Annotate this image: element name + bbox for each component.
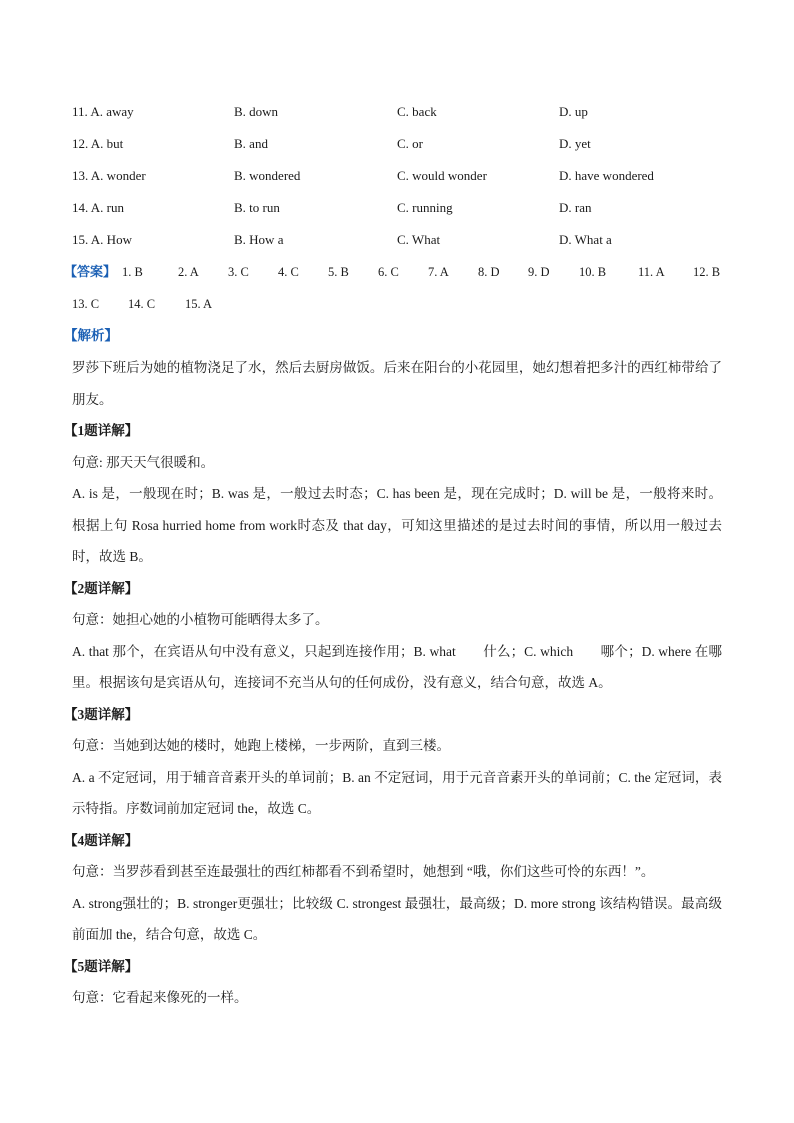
detail-section: [64, 825, 722, 951]
explanation: A. that 那个，在宾语从句中没有意义，只起到连接作用；B. what 什么；C. which 哪个；D. where 在哪里。根据该句是宾语从句，连接词不充当从句的任何成份，没有意义，结合句意，故选 A。: [72, 643, 722, 690]
detail-section: [64, 415, 722, 573]
option-a: 15. A. How: [72, 232, 132, 247]
option-d: D. up: [559, 104, 588, 119]
option-c: C. What: [397, 232, 441, 247]
answer-item: 15. A: [185, 297, 213, 311]
option-c: C. would wonder: [397, 168, 487, 183]
question-list: [72, 96, 722, 256]
answer-item: 5. B: [328, 265, 349, 279]
option-d: D. What a: [559, 232, 612, 247]
answer-item: 6. C: [378, 265, 399, 279]
section-heading: 【1题详解】: [64, 423, 139, 438]
explanation: A. is 是，一般现在时；B. was 是，一般过去时态；C. has been 是，现在完成时；D. will be 是，一般将来时。根据上句 Rosa hurried home from work时态及 that day，可知这里描述的是过去时间的事情，所以用一般过去时，故选 B。: [72, 486, 722, 564]
option-b: B. down: [234, 104, 279, 119]
option-b: B. wondered: [234, 168, 301, 183]
option-a: 12. A. but: [72, 136, 124, 151]
sentence-meaning: 句意：她担心她的小植物可能晒得太多了。: [72, 612, 329, 627]
question-row: [72, 128, 722, 160]
sentence-meaning: 句意：当罗莎看到甚至连最强壮的西红柿都看不到希望时，她想到 “哦，你们这些可怜的东西！”。: [72, 864, 655, 879]
option-d: D. have wondered: [559, 168, 654, 183]
answer-item: 10. B: [579, 265, 607, 279]
answer-line-1: [64, 256, 722, 288]
question-row: [72, 96, 722, 128]
answer-item: 4. C: [278, 265, 299, 279]
answer-item: 12. B: [693, 265, 721, 279]
passage-summary: 罗莎下班后为她的植物浇足了水，然后去厨房做饭。后来在阳台的小花园里，她幻想着把多汁的西红柿带给了朋友。: [72, 360, 722, 407]
option-b: B. How a: [234, 232, 284, 247]
option-d: D. yet: [559, 136, 591, 151]
answer-key: [64, 256, 722, 320]
option-a: 13. A. wonder: [72, 168, 146, 183]
section-heading: 【4题详解】: [64, 832, 139, 848]
detail-section: [64, 573, 722, 699]
question-row: [72, 192, 722, 224]
answer-item: 1. B: [122, 265, 143, 279]
option-a: 14. A. run: [72, 200, 125, 215]
answer-item: 7. A: [428, 265, 449, 279]
option-d: D. ran: [559, 200, 592, 215]
option-b: B. to run: [234, 200, 280, 215]
option-b: B. and: [234, 136, 268, 151]
answer-label: 【答案】: [64, 264, 117, 279]
analysis-label: 【解析】: [64, 328, 118, 343]
sentence-meaning: 句意: 那天天气很暖和。: [72, 454, 215, 470]
answer-item: 11. A: [638, 265, 665, 279]
answer-item: 2. A: [178, 265, 199, 279]
sentence-meaning: 句意：当她到达她的楼时，她跑上楼梯，一步两阶，直到三楼。: [72, 738, 450, 753]
detail-section: [64, 699, 722, 825]
answer-line-2: [72, 288, 722, 320]
option-a: 11. A. away: [72, 104, 134, 119]
answer-item: 9. D: [528, 265, 550, 279]
document-page: [64, 96, 722, 1014]
option-c: C. back: [397, 104, 437, 119]
section-heading: 【3题详解】: [64, 706, 139, 722]
answer-item: 13. C: [72, 297, 100, 311]
answer-item: 14. C: [128, 297, 156, 311]
question-row: [72, 160, 722, 192]
section-heading: 【2题详解】: [64, 580, 139, 596]
explanation: A. strong强壮的；B. stronger更强壮；比较级 C. strongest 最强壮，最高级；D. more strong 该结构错误。最高级前面加 the，结合句意，故选 C。: [72, 895, 722, 942]
option-c: C. running: [397, 200, 453, 215]
option-c: C. or: [397, 136, 423, 151]
answer-item: 3. C: [228, 265, 249, 279]
sentence-meaning: 句意：它看起来像死的一样。: [72, 990, 248, 1005]
section-heading: 【5题详解】: [64, 958, 139, 974]
answer-item: 8. D: [478, 265, 500, 279]
detail-section: [64, 951, 722, 1014]
question-row: [72, 224, 722, 256]
explanation: A. a 不定冠词，用于辅音音素开头的单词前；B. an 不定冠词，用于元音音素开头的单词前；C. the 定冠词，表示特指。序数词前加定冠词 the，故选 C。: [72, 769, 722, 816]
